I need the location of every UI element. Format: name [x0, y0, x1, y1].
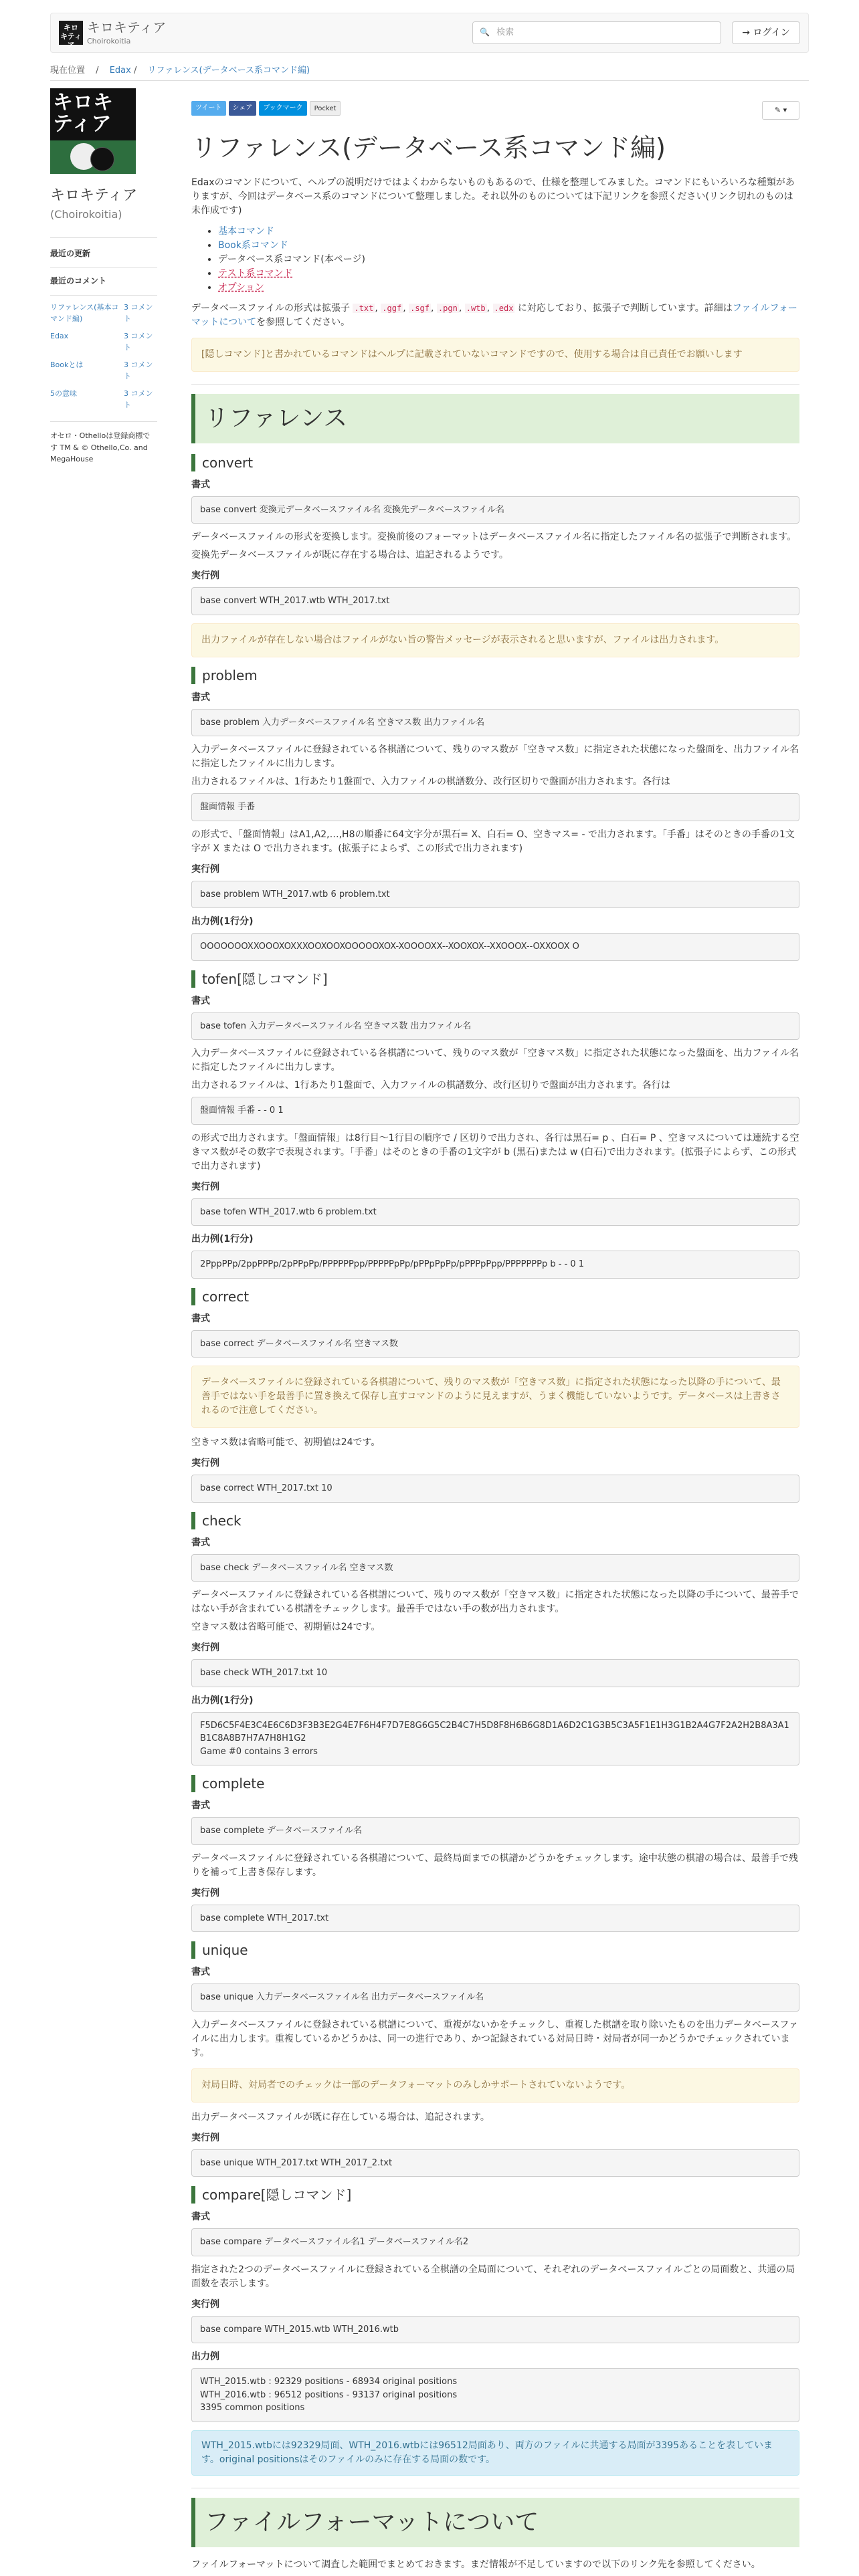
description: 出力データベースファイルが既に存在している場合は、追記されます。	[191, 2111, 490, 2123]
format-note-text: に対応しており、拡張子で判断しています。詳細は	[517, 302, 733, 314]
description: ファイルフォーマットについて調査した範囲でまとめておきます。まだ情報が不足していますので以下のリンク先を参照してください。	[191, 2559, 761, 2570]
syntax-label: 書式	[191, 1313, 210, 1324]
link-options[interactable]: オプション	[218, 282, 264, 293]
breadcrumb-current[interactable]: リファレンス(データベース系コマンド編)	[147, 66, 310, 76]
output-box: 2PppPPp/2ppPPPp/2pPPpPp/PPPPPPpp/PPPPPpPp/pPPpPpPp/pPPPpPpp/PPPPPPPp b - - 0 1	[191, 1251, 799, 1279]
search-placeholder: 検索	[496, 27, 514, 37]
output-label: 出力例(1行分)	[191, 916, 254, 928]
recent-comments-list	[50, 302, 157, 411]
hatena-bookmark-button[interactable]: ブックマーク	[259, 101, 306, 116]
format-note: データベースファイルの形式は拡張子 .txt , .ggf , .sgf , .pgn , .wtb , .edx に対応しており、拡張子で判断しています。詳細はファイルフォーマットについてを参照してください。	[191, 302, 797, 328]
comment-count[interactable]: 3 コメント	[124, 389, 153, 409]
list-item	[50, 360, 157, 382]
syntax-box: base correct データベースファイル名 空きマス数	[191, 1330, 799, 1358]
description: 指定された2つのデータベースファイルに登録されている全棋譜の全局面について、それぞれのデータベースファイルごとの局面数と、共通の局面数を表示します。	[191, 2264, 795, 2289]
syntax-box: base convert 変換元データベースファイル名 変換先データベースファイル名	[191, 496, 799, 524]
list-item	[50, 389, 157, 411]
site-logo[interactable]: キロ キティ ア	[59, 21, 83, 45]
syntax-box: base compare データベースファイル名1 データベースファイル名2	[191, 2228, 799, 2256]
list-item	[218, 267, 799, 281]
syntax-label: 書式	[191, 2212, 210, 2223]
command-heading-complete: complete	[191, 1775, 799, 1792]
section-heading-reference: リファレンス	[191, 394, 799, 443]
related-links	[218, 225, 799, 295]
divider	[191, 384, 799, 385]
warning-box: データベースファイルに登録されている各棋譜について、残りのマス数が「空きマス数」に指定された状態になった以降の手について、最善手ではない手を最善手に置き換えて保存し直すコマンドのように見えますが、うまく機能していないようです。データベースは上書きされるので注意してください。	[191, 1366, 799, 1428]
command-heading-convert: convert	[191, 454, 799, 471]
command-heading-compare: compare[隠しコマンド]	[191, 2186, 799, 2204]
example-label: 実行例	[191, 1181, 219, 1192]
sidebar-site-name: キロキティア	[50, 187, 138, 204]
divider	[50, 421, 157, 422]
description: の形式で、「盤面情報」はA1,A2,…,H8の順番に64文字分が黒石= X、白石= O、空きマス= - で出力されます。「手番」はそのときの手番の1文字が X または O で出力されます。(拡張子によらず、この形式で出力されます)	[191, 829, 795, 854]
description: データベースファイルの形式を変換します。変換前後のフォーマットはデータベースファイル名に指定したファイル名の拡張子で判断されます。	[191, 532, 797, 543]
search-input[interactable]	[472, 21, 721, 44]
description: 出力されるファイルは、1行あたり1盤面で、入力ファイルの棋譜数分、改行区切りで盤面が出力されます。各行は	[191, 1080, 670, 1091]
description: 空きマス数は省略可能で、初期値は24です。	[191, 1622, 381, 1633]
tweet-button[interactable]: ツイート	[191, 101, 226, 116]
syntax-box: base problem 入力データベースファイル名 空きマス数 出力ファイル名	[191, 709, 799, 737]
ext-code: .edx	[494, 303, 514, 313]
list-item	[218, 239, 799, 253]
syntax-label: 書式	[191, 1967, 210, 1978]
site-brand[interactable]: キロキティア	[87, 19, 167, 35]
breadcrumb-label: 現在位置	[50, 66, 86, 76]
ext-code: .txt	[354, 303, 374, 313]
syntax-box: base unique 入力データベースファイル名 出力データベースファイル名	[191, 1983, 799, 2012]
trademark-note: オセロ・Othelloは登録商標です TM & © Othello,Co. and MegaHouse	[50, 431, 151, 464]
output-label: 出力例(1行分)	[191, 1234, 254, 1245]
command-heading-correct: correct	[191, 1288, 799, 1305]
site-brand-sub: Choirokoitia	[87, 37, 131, 45]
example-label: 実行例	[191, 1887, 219, 1899]
description: 変換先データベースファイルが既に存在する場合は、追記されるようです。	[191, 550, 508, 561]
login-icon: →	[742, 27, 750, 38]
login-button[interactable]	[732, 21, 800, 44]
description: の形式で出力されます。「盤面情報」は8行目〜1行目の順序で / 区切りで出力され、各行は黒石= p 、白石= P 、空きマスについては連続する空きマス数がその数字で表現されます。「手番」はそのときの手番の1文字が b (黒石)または w (白石)で出力されます。(拡張子によらず、この形式で出力されます)	[191, 1132, 799, 1172]
syntax-label: 書式	[191, 995, 210, 1006]
recent-comments-heading[interactable]: 最近のコメント	[50, 276, 107, 286]
example-label: 実行例	[191, 1458, 219, 1469]
command-heading-unique: unique	[191, 1941, 799, 1959]
example-box: base convert WTH_2017.wtb WTH_2017.txt	[191, 587, 799, 615]
output-box: WTH_2015.wtb : 92329 positions - 68934 original positions WTH_2016.wtb : 96512 positions - 93137 original positions 3395 common positions	[191, 2368, 799, 2422]
description: 入力データベースファイルに登録されている各棋譜について、残りのマス数が「空きマス数」に指定された状態になった盤面を、出力ファイル名に指定したファイルに出力します。	[191, 1048, 799, 1073]
edit-dropdown-button[interactable]: ✎ ▾	[762, 101, 799, 120]
warning-box: 対局日時、対局者でのチェックは一部のデータフォーマットのみしかサポートされていないようです。	[191, 2068, 799, 2103]
output-box: F5D6C5F4E3C4E6C6D3F3B3E2G4E7F6H4F7D7E8G6G5C2B4C7H5D8F8H6B6G8D1A6D2C1G3B5C3A5F1E1H3G1B2A4G7F2A2H2B8A3A1B1C8A8B7H7A7H8H1G2 Game #0 contains 3 errors	[191, 1712, 799, 1766]
example-box: base compare WTH_2015.wtb WTH_2016.wtb	[191, 2316, 799, 2344]
syntax-label: 書式	[191, 1800, 210, 1812]
description: データベースファイルに登録されている各棋譜について、残りのマス数が「空きマス数」に指定された状態になった以降の手について、最善手ではない手が含まれている棋譜をチェックします。最善手ではない手の数が出力されます。	[191, 1590, 799, 1615]
list-item	[218, 281, 799, 295]
divider	[50, 237, 157, 238]
black-disc	[90, 147, 114, 171]
syntax-label: 書式	[191, 1537, 210, 1548]
example-box: base tofen WTH_2017.wtb 6 problem.txt	[191, 1198, 799, 1226]
search-icon: 🔍	[480, 27, 490, 37]
comment-count[interactable]: 3 コメント	[124, 360, 153, 381]
facebook-share-button[interactable]: シェア	[229, 101, 257, 116]
link-book-commands[interactable]: Book系コマンド	[218, 239, 288, 251]
example-box: base problem WTH_2017.wtb 6 problem.txt	[191, 881, 799, 909]
breadcrumb-sep: /	[96, 66, 99, 76]
sidebar-logo[interactable]: キロキ ティア	[50, 88, 136, 174]
example-box: base correct WTH_2017.txt 10	[191, 1475, 799, 1503]
list-item	[218, 253, 799, 267]
login-label: ログイン	[753, 27, 790, 38]
example-label: 実行例	[191, 570, 219, 582]
page-title: リファレンス(データベース系コマンド編)	[191, 133, 666, 163]
info-box: WTH_2015.wtbには92329局面、WTH_2016.wtbには96512局面あり、両方のファイルに共通する局面が3395あることを表しています。original positionsはそのファイルのみに存在する局面の数です。	[191, 2430, 799, 2476]
current-page-label: データベース系コマンド(本ページ)	[218, 253, 365, 265]
divider	[50, 267, 157, 268]
breadcrumb-link-edax[interactable]: Edax	[109, 66, 131, 76]
sidebar-site-name-sub: (Choirokoitia)	[50, 208, 122, 221]
syntax-label: 書式	[191, 479, 210, 490]
navbar	[50, 13, 809, 53]
share-bar	[191, 101, 799, 116]
syntax-box: base complete データベースファイル名	[191, 1817, 799, 1845]
ext-code: .sgf	[410, 303, 430, 313]
description: 出力されるファイルは、1行あたり1盤面で、入力ファイルの棋譜数分、改行区切りで盤面が出力されます。各行は	[191, 776, 670, 788]
format-box: 盤面情報 手番	[191, 793, 799, 821]
comment-count[interactable]: 3 コメント	[124, 303, 153, 323]
comment-page-link[interactable]: リファレンス(基本コマンド編)	[50, 303, 119, 323]
list-item	[218, 225, 799, 239]
syntax-label: 書式	[191, 691, 210, 703]
divider	[50, 295, 157, 296]
example-label: 実行例	[191, 1642, 219, 1654]
main-content	[191, 101, 799, 2576]
example-label: 実行例	[191, 863, 219, 875]
example-label: 実行例	[191, 2298, 219, 2310]
command-heading-check: check	[191, 1512, 799, 1529]
sidebar	[50, 88, 157, 465]
ext-code: .pgn	[438, 303, 458, 313]
command-heading-problem: problem	[191, 667, 799, 684]
breadcrumb-sep: /	[133, 66, 137, 76]
link-file-format[interactable]: ファイルフォーマットについて	[191, 302, 797, 328]
syntax-box: base check データベースファイル名 空きマス数	[191, 1554, 799, 1582]
format-note-text: データベースファイルの形式は拡張子	[191, 302, 351, 314]
output-label: 出力例	[191, 2351, 219, 2363]
hidden-command-warning: [隠しコマンド]と書かれているコマンドはヘルプに記載されていないコマンドですので、使用する場合は自己責任でお願いします	[191, 338, 799, 372]
format-note-text: を参照してください。	[256, 316, 351, 328]
section-heading-file-format: ファイルフォーマットについて	[191, 2498, 799, 2547]
recent-updates-link[interactable]: 最近の更新	[50, 249, 91, 258]
example-box: base unique WTH_2017.txt WTH_2017_2.txt	[191, 2149, 799, 2177]
comment-page-link[interactable]: 5の意味	[50, 389, 77, 398]
description: 空きマス数は省略可能で、初期値は24です。	[191, 1437, 381, 1448]
comment-count[interactable]: 3 コメント	[124, 332, 153, 352]
list-item	[50, 331, 157, 353]
comment-page-link[interactable]: Bookとは	[50, 360, 84, 369]
description: 入力データベースファイルに登録されている棋譜について、重複がないかをチェックし、重複した棋譜を取り除いたものを出力データベースファイルに出力します。重複しているかどうかは、同一の進行であり、かつ記録されている対局日時・対局者が同一かどうかでチェックされています。	[191, 2019, 799, 2058]
intro-text: Edaxのコマンドについて、ヘルプの説明だけではよくわからないものもあるので、仕様を整理してみました。コマンドにもいろいろな種類がありますが、今回はデータベース系のコマンドについて整理しました。それ以外のものについては下記リンクを参照ください(リンク切れのものは未作成です)	[191, 177, 795, 216]
syntax-box: base tofen 入力データベースファイル名 空きマス数 出力ファイル名	[191, 1012, 799, 1041]
warning-box: 出力ファイルが存在しない場合はファイルがない旨の警告メッセージが表示されると思いますが、ファイルは出力されます。	[191, 623, 799, 657]
example-box: base complete WTH_2017.txt	[191, 1905, 799, 1933]
divider	[50, 80, 809, 81]
link-basic-commands[interactable]: 基本コマンド	[218, 225, 274, 237]
format-box: 盤面情報 手番 - - 0 1	[191, 1097, 799, 1125]
output-label: 出力例(1行分)	[191, 1695, 254, 1706]
command-heading-tofen: tofen[隠しコマンド]	[191, 970, 799, 988]
pocket-button[interactable]: Pocket	[310, 101, 341, 116]
link-test-commands[interactable]: テスト系コマンド	[218, 267, 293, 279]
ext-code: .ggf	[382, 303, 402, 313]
description: 入力データベースファイルに登録されている各棋譜について、残りのマス数が「空きマス数」に指定された状態になった盤面を、出力ファイル名に指定したファイルに出力します。	[191, 744, 799, 770]
output-box: OOOOOOOXXOOOXOXXXOOXOOXOOOOOXOX-XOOOOXX--XOOXOX--XXOOOX--OXXOOX O	[191, 933, 799, 961]
list-item	[50, 302, 157, 324]
description: データベースファイルに登録されている各棋譜について、最終局面までの棋譜かどうかをチェックします。途中状態の棋譜の場合は、最善手で残りを補って上書き保存します。	[191, 1852, 798, 1878]
ext-code: .wtb	[466, 303, 486, 313]
comment-page-link[interactable]: Edax	[50, 332, 69, 340]
example-label: 実行例	[191, 2132, 219, 2143]
example-box: base check WTH_2017.txt 10	[191, 1659, 799, 1687]
breadcrumb	[50, 64, 310, 78]
